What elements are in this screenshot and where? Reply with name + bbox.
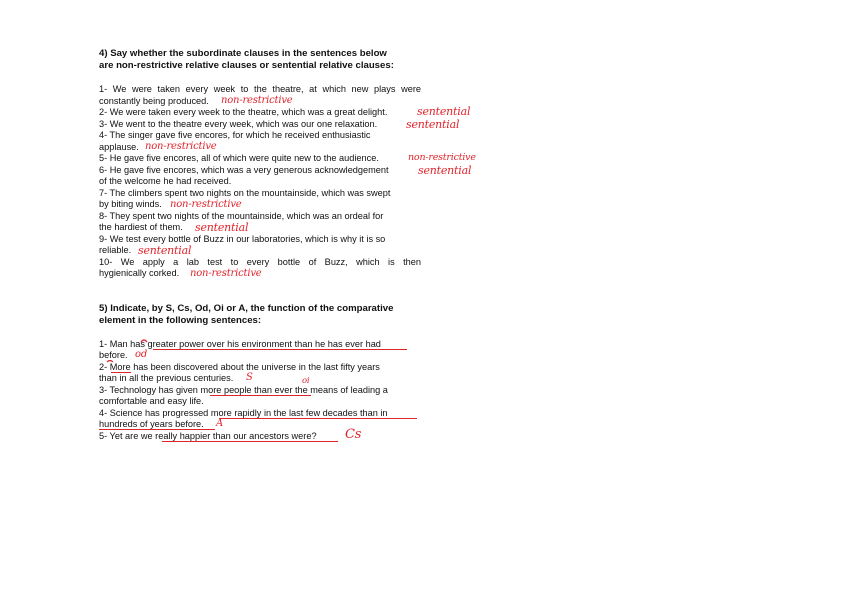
ex4-answer-1: non-restrictive [221, 95, 293, 106]
ex4-line-9b: reliable. [99, 245, 132, 255]
ex4-answer-5: non-restrictive [408, 152, 476, 163]
ex4-answer-2: sentential [417, 105, 471, 118]
ex5-underline-5 [162, 441, 338, 442]
ex5-line-2b: than in all the previous centuries. [99, 373, 234, 383]
ex4-line-9a: 9- We test every bottle of Buzz in our laboratories, which is why it is so [99, 234, 386, 244]
ex4-line-4a: 4- The singer gave five encores, for which he received enthusiastic [99, 130, 371, 140]
ex4-answer-4: non-restrictive [145, 141, 217, 152]
ex4-line-8b: the hardiest of them. [99, 222, 183, 232]
ex4-line-4b: applause. [99, 142, 139, 152]
ex4-line-10a: 10- We apply a lab test to every bottle of Buzz, which is then [99, 257, 421, 267]
ex5-line-1b: before. [99, 350, 128, 360]
ex5-line-5: 5- Yet are we really happier than our ancestors were? [99, 431, 317, 441]
ex4-answer-9: sentential [138, 244, 192, 257]
ex5-answer-4: A [216, 418, 224, 429]
ex4-answer-10: non-restrictive [190, 268, 262, 279]
ex5-line-2a: 2- More has been discovered about the universe in the last fifty years [99, 362, 380, 372]
ex4-line-5: 5- He gave five encores, all of which were quite new to the audience. [99, 153, 379, 163]
exercise4-heading-line2: are non-restrictive relative clauses or sentential relative clauses: [99, 60, 394, 71]
ex5-answer-3: oi [302, 376, 310, 386]
exercise4-heading-line1: 4) Say whether the subordinate clauses in the sentences below [99, 48, 387, 59]
ex5-underline-2 [111, 372, 131, 373]
ex4-line-3: 3- We went to the theatre every week, which was our one relaxation. [99, 119, 378, 129]
ex4-line-6b: of the welcome he had received. [99, 176, 232, 186]
ex4-answer-8: sentential [195, 221, 249, 234]
ex4-line-2: 2- We were taken every week to the theatre, which was a great delight. [99, 107, 388, 117]
exercise5-heading-line1: 5) Indicate, by S, Cs, Od, Oi or A, the function of the comparative [99, 303, 394, 314]
ex4-answer-3: sentential [406, 118, 460, 131]
ex4-line-7b: by biting winds. [99, 199, 162, 209]
ex4-line-6a: 6- He gave five encores, which was a very generous acknowledgement [99, 165, 389, 175]
ex5-answer-2: S [246, 372, 253, 383]
ex5-line-4a: 4- Science has progressed more rapidly in the last few decades than in [99, 408, 388, 418]
ex4-line-1b: constantly being produced. [99, 96, 209, 106]
ex4-line-10b: hygienically corked. [99, 268, 180, 278]
ex5-answer-1: od [135, 349, 148, 360]
ex5-underline-3 [210, 395, 311, 396]
ex4-line-7a: 7- The climbers spent two nights on the mountainside, which was swept [99, 188, 391, 198]
ex5-line-3b: comfortable and easy life. [99, 396, 204, 406]
exercise5-heading-line2: element in the following sentences: [99, 315, 262, 326]
ex5-line-4b: hundreds of years before. [99, 419, 204, 429]
ex5-underline-1 [153, 349, 407, 350]
ex4-line-8a: 8- They spent two nights of the mountainside, which was an ordeal for [99, 211, 384, 221]
ex4-answer-7: non-restrictive [170, 199, 242, 210]
ex5-line-1a: 1- Man has greater power over his environment than he has ever had [99, 339, 381, 349]
ex5-answer-5: Cs [345, 427, 362, 442]
ex5-underline-4a [219, 418, 417, 419]
ex5-underline-4b [99, 429, 215, 430]
ex4-answer-6: sentential [418, 164, 472, 177]
ex4-line-1a: 1- We were taken every week to the theatre, at which new plays were [99, 84, 421, 94]
ex5-line-3a: 3- Technology has given more people than ever the means of leading a [99, 385, 388, 395]
